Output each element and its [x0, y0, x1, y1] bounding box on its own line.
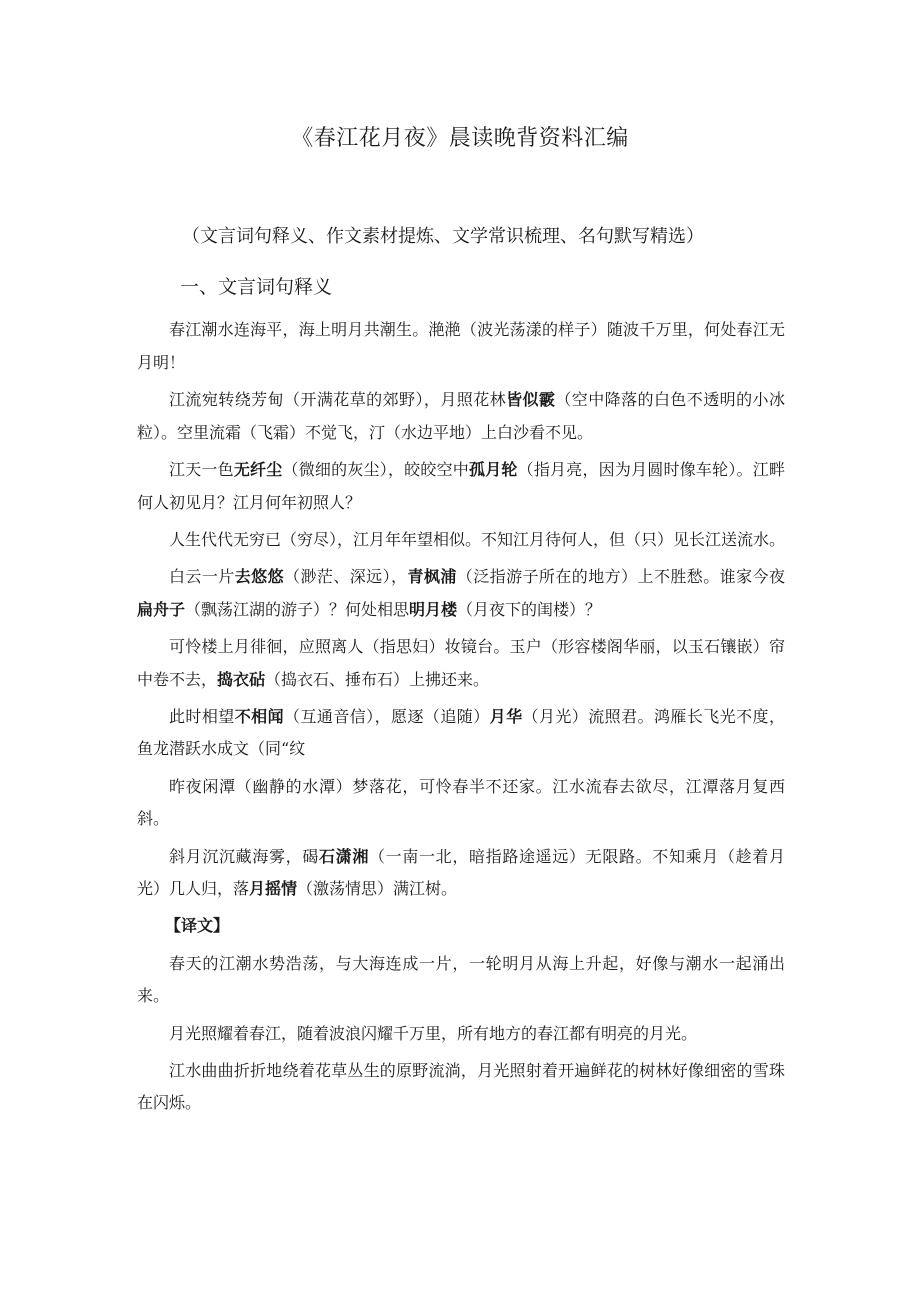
- text-run: （月夜下的闺楼）？: [457, 599, 602, 619]
- text-run: （互通音信），愿逐（追随）: [284, 706, 490, 726]
- translation-paragraph: 春天的江潮水势浩荡，与大海连成一片，一轮明月从海上升起，好像与潮水一起涌出来。: [137, 953, 785, 1006]
- document-body: [137, 314, 785, 1125]
- text-run: （空中降落的白色不透明的小冰粒）。空里流霜（飞霜）不觉飞，汀（水边平地）上白沙看不见。: [137, 389, 785, 442]
- text-run: （一南一北，暗指路途遥远）无限路。不知乘月（趁着月光）几人归，落: [137, 846, 785, 899]
- text-run: 可怜楼上月徘徊，应照离人（指思妇）妆镜台。玉户（形容楼阁华丽，以玉石镶嵌）帘中卷不去，: [137, 636, 785, 689]
- text-run: 春江潮水连海平，海上明月共潮生。滟滟（波光荡漾的样子）随波千万里，何处春江无月明！: [137, 320, 785, 372]
- poem-paragraph: [137, 771, 785, 836]
- text-run: （指月亮，因为月圆时像车轮）。江畔何人初见月？江月何年初照人？: [137, 459, 785, 512]
- text-run: （激荡情思）满江树。: [297, 879, 458, 899]
- key-term: 明月楼: [409, 599, 458, 619]
- poem-paragraph: [137, 631, 785, 696]
- text-run: 斜月沉沉藏海雾，碣: [169, 846, 319, 866]
- poem-paragraph: [137, 561, 785, 626]
- poem-paragraph: [137, 524, 785, 557]
- text-run: 白云一片: [169, 566, 235, 586]
- text-run: （月光）流照君。鸿雁长飞光不度，鱼龙潜跃水成文（同“纹: [137, 706, 785, 759]
- translation-paragraph: 江水曲曲折折地绕着花草丛生的原野流淌，月光照射着开遍鲜花的树林好像细密的雪珠在闪烁。: [137, 1060, 785, 1113]
- key-term: 去悠悠: [234, 566, 285, 586]
- key-term: 不相闻: [234, 706, 285, 726]
- text-run: 昨夜闲潭（幽静的水潭）梦落花，可怜春半不还家。江水流春去欲尽，江潭落月复西斜。: [137, 776, 785, 829]
- document-subtitle: （文言词句释义、作文素材提炼、文学常识梳理、名句默写精选）: [182, 226, 704, 247]
- text-run: 此时相望: [169, 706, 235, 726]
- section-heading-explanations: 一、文言词句释义: [180, 276, 333, 298]
- text-run: （渺茫、深远），: [284, 566, 408, 586]
- text-run: （泛指游子所在的地方）上不胜愁。谁家今夜: [456, 566, 785, 586]
- text-run: 人生代代无穷已（穷尽），江月年年望相似。不知江月待何人，但（只）见长江送流水。: [169, 529, 786, 549]
- key-term: 青枫浦: [407, 566, 457, 586]
- key-term: 石潇湘: [319, 846, 369, 866]
- text-run: （微细的灰尘），皎皎空中: [282, 459, 469, 479]
- key-term: 孤月轮: [469, 459, 518, 479]
- poem-paragraph: [137, 841, 785, 906]
- poem-paragraph: [137, 454, 785, 519]
- key-term: 无纤尘: [233, 459, 283, 479]
- key-term: 月摇情: [249, 879, 298, 899]
- poem-paragraph: [137, 314, 785, 379]
- key-term: 月华: [489, 706, 523, 726]
- key-term: 皆似霰: [506, 389, 556, 409]
- document-title: 《春江花月夜》晨读晚背资料汇编: [291, 126, 629, 151]
- key-term: 扁舟子: [137, 599, 186, 619]
- text-run: 江天一色: [169, 459, 234, 479]
- poem-paragraph: [137, 384, 785, 449]
- translation-paragraph: 月光照耀着春江，随着波浪闪耀千万里，所有地方的春江都有明亮的月光。: [169, 1023, 698, 1043]
- text-run: （捣衣石、捶布石）上拂还来。: [265, 669, 490, 689]
- poem-paragraph: [137, 701, 785, 766]
- annotated-poem-section: [137, 314, 785, 906]
- key-term: 捣衣砧: [217, 669, 266, 689]
- translation-section: [137, 948, 785, 1121]
- translation-heading: 【译文】: [165, 916, 230, 936]
- text-run: 江流宛转绕芳甸（开满花草的郊野），月照花林: [169, 389, 507, 409]
- text-run: （飘荡江湖的游子）？何处相思: [185, 599, 410, 619]
